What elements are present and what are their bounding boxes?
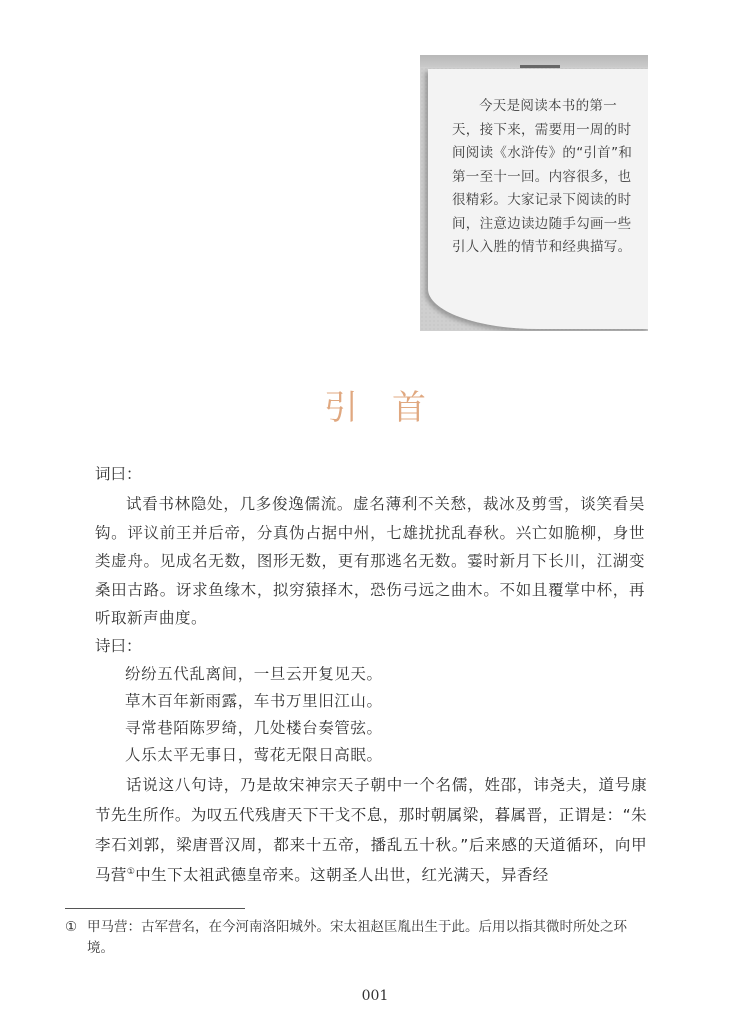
poem-line: 纷纷五代乱离间，一旦云开复见天。 [125,665,383,683]
reading-note-text: 今天是阅读本书的第一天，接下来，需要用一周的时间阅读《水浒传》的“引首”和第一至十一回。内容很多，也很精彩。大家记录下阅读的时间，注意边读边随手勾画一些引人入胜的情节和经典描写。 [452,98,633,255]
footnote-marker[interactable]: ① [126,866,136,877]
poem-line: 寻常巷陌陈罗绮，几处楼台奏管弦。 [125,719,383,737]
prose-text-after: 中生下太祖武德皇帝来。这朝圣人出世，红光满天，异香经 [135,866,549,884]
poem-line: 草木百年新雨露，车书万里旧江山。 [125,692,383,710]
shi-label: 诗曰： [95,637,142,655]
poem-line: 人乐太平无事日，莺花无限日高眠。 [125,746,383,764]
poem [125,661,383,769]
reading-note-box [420,55,648,331]
page-number: 001 [361,988,389,1004]
chapter-title: 引首 [324,388,460,428]
footnote-number: ① [65,919,78,935]
note-tab-mark [520,65,560,68]
ci-label: 词曰： [95,465,142,483]
footnote-divider [65,908,245,909]
prose-text-before: 话说这八句诗，乃是故宋神宗天子朝中一个名儒，姓邵，讳尧夫，道号康节先生所作。为叹五代残唐天下干戈不息，那时朝属梁，暮属晋，正谓是：“朱李石刘郭，梁唐晋汉周，都来十五帝，播乱五十秋。”后来感的天道循环，向甲马营 [95,776,647,884]
footnote [65,917,645,959]
main-prose [95,770,647,890]
ci-text: 试看书林隐处，几多俊逸儒流。虚名薄利不关愁，裁冰及剪雪，谈笑看吴钩。评议前王并后帝，分真伪占据中州，七雄扰扰乱春秋。兴亡如脆柳，身世类虚舟。见成名无数，图形无数，更有那逃名无数。霎时新月下长川，江湖变桑田古路。讶求鱼缘木，拟穷猿择木，恐伤弓远之曲木。不如且覆掌中杯，再听取新声曲度。 [95,495,645,627]
footnote-text: 甲马营：古军营名，在今河南洛阳城外。宋太祖赵匡胤出生于此。后用以指其微时所处之环境。 [87,919,627,956]
